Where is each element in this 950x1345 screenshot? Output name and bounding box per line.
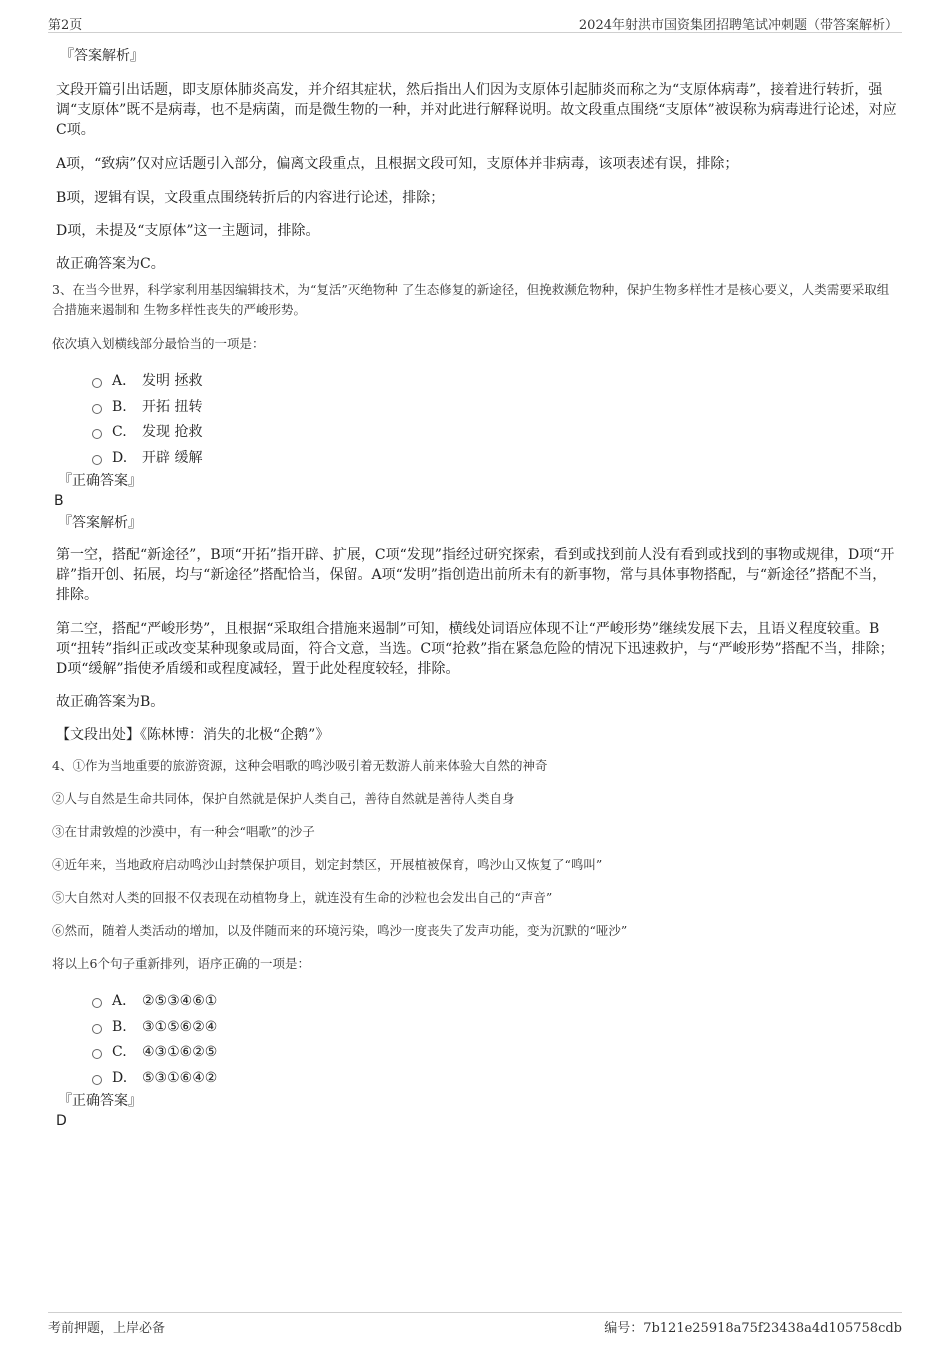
radio-button[interactable] (92, 998, 102, 1008)
option-text: 开辟 缓解 (142, 449, 203, 466)
answer-conclusion: 故正确答案为C。 (56, 256, 165, 272)
analysis-label: 『答案解析』 (60, 48, 144, 64)
option-letter: B. (112, 398, 127, 415)
question-instruction: 将以上6个句子重新排列，语序正确的一项是： (52, 956, 310, 971)
analysis-paragraph: 第二空，搭配“严峻形势”，且根据“采取组合措施来遏制”可知，横线处词语应体现不让“严峻形势”继续发展下去，且语义程度较重。B项“扭转”指纠正或改变某种现象或局面，符合文意，当选。C项“抢救”指在紧急危险的情况下迅速救护，与“严峻形势”搭配不当，排除；D项“缓解”指使矛盾缓和或程度减轻，置于此处程度较轻，排除。 (56, 621, 894, 677)
answer-conclusion: 故正确答案为B。 (56, 694, 165, 710)
radio-button[interactable] (92, 1049, 102, 1059)
option-letter: C. (112, 1044, 127, 1060)
option-text: 发现 抢救 (142, 424, 203, 440)
question-instruction: 依次填入划横线部分最恰当的一项是： (52, 336, 265, 351)
question-4 (52, 756, 898, 1131)
option-a[interactable] (52, 991, 898, 1017)
option-list (52, 371, 898, 473)
option-letter: B. (112, 1018, 127, 1035)
sentence-item: ⑤大自然对人类的回报不仅表现在动植物身上，就连没有生命的沙粒也会发出自己的“声音” (52, 890, 553, 905)
correct-answer: D (56, 1113, 67, 1129)
footer-slogan: 考前押题，上岸必备 (48, 1321, 166, 1336)
radio-button[interactable] (92, 455, 102, 465)
option-c[interactable] (52, 422, 898, 448)
source-citation: 【文段出处】《陈林博：消失的北极“企鹅”》 (56, 727, 330, 743)
option-text: 发明 拯救 (142, 373, 203, 389)
radio-button[interactable] (92, 429, 102, 439)
analysis-paragraph: B项，逻辑有误，文段重点围绕转折后的内容进行论述，排除； (56, 190, 445, 206)
option-d[interactable] (52, 1068, 898, 1094)
radio-button[interactable] (92, 1024, 102, 1034)
option-d[interactable] (52, 448, 898, 474)
main-content (52, 46, 898, 1131)
option-letter: C. (112, 424, 127, 440)
sentence-item: ⑥然而，随着人类活动的增加，以及伴随而来的环境污染，鸣沙一度丧失了发声功能，变为沉默的“哑沙” (52, 923, 628, 938)
option-letter: D. (112, 449, 128, 466)
option-text: ③①⑤⑥②④ (142, 1018, 218, 1035)
option-text: 开拓 扭转 (142, 398, 203, 415)
document-code: 编号：7b121e25918a75f23438a4d105758cdb (604, 1321, 902, 1336)
page-footer (48, 1312, 902, 1335)
analysis-paragraph: 第一空，搭配“新途径”，B项“开拓”指开辟、扩展，C项“发现”指经过研究探索，看到或找到前人没有看到或找到的事物或规律，D项“开辟”指开创、拓展，均与“新途径”搭配恰当，保留。A项“发明”指创造出前所未有的新事物，常与具体事物搭配，与“新途径”搭配不当，排除。 (56, 547, 895, 603)
q2-analysis (56, 46, 898, 274)
page-header (48, 12, 902, 33)
analysis-paragraph: A项，“致病”仅对应话题引入部分，偏离文段重点，且根据文段可知，支原体并非病毒，该项表述有误，排除； (56, 156, 739, 172)
question-stem: 3、在当今世界，科学家利用基因编辑技术，为“复活”灭绝物种 了生态修复的新途径，但挽救濒危物种，保护生物多样性才是核心要义，人类需要采取组合措施来遏制和 生物多样性丧失的严峻形势。 (52, 282, 890, 317)
question-stem: 4、①作为当地重要的旅游资源，这种会唱歌的鸣沙吸引着无数游人前来体验大自然的神奇 (52, 758, 548, 773)
analysis-label: 『答案解析』 (58, 515, 142, 531)
option-letter: A． (112, 373, 137, 389)
radio-button[interactable] (92, 404, 102, 414)
option-text: ⑤③①⑥④② (142, 1069, 218, 1086)
option-b[interactable] (52, 397, 898, 423)
option-c[interactable] (52, 1042, 898, 1068)
option-letter: D. (112, 1069, 128, 1086)
option-a[interactable] (52, 371, 898, 397)
answer-label: 『正确答案』 (58, 473, 142, 489)
option-list (52, 991, 898, 1093)
sentence-item: ②人与自然是生命共同体，保护自然就是保护人类自己，善待自然就是善待人类自身 (52, 791, 515, 806)
page-number: 第2页 (48, 18, 83, 33)
analysis-paragraph: D项，未提及“支原体”这一主题词，排除。 (56, 223, 320, 239)
q3-analysis (56, 545, 898, 745)
document-title: 2024年射洪市国资集团招聘笔试冲刺题（带答案解析） (578, 18, 898, 33)
option-text: ④③①⑥②⑤ (142, 1044, 218, 1060)
option-b[interactable] (52, 1017, 898, 1043)
option-text: ②⑤③④⑥① (142, 993, 218, 1009)
correct-answer: B (54, 493, 64, 509)
sentence-item: ④近年来，当地政府启动鸣沙山封禁保护项目，划定封禁区，开展植被保育，鸣沙山又恢复了“鸣叫” (52, 857, 603, 872)
analysis-paragraph: 文段开篇引出话题，即支原体肺炎高发，并介绍其症状，然后指出人们因为支原体引起肺炎而称之为“支原体病毒”，接着进行转折，强调“支原体”既不是病毒，也不是病菌，而是微生物的一种，并对此进行解释说明。故文段重点围绕“支原体”被误称为病毒进行论述，对应C项。 (56, 82, 897, 138)
answer-label: 『正确答案』 (58, 1093, 142, 1109)
sentence-item: ③在甘肃敦煌的沙漠中，有一种会“唱歌”的沙子 (52, 824, 315, 839)
radio-button[interactable] (92, 378, 102, 388)
radio-button[interactable] (92, 1075, 102, 1085)
option-letter: A． (112, 993, 137, 1009)
question-3 (52, 280, 898, 533)
